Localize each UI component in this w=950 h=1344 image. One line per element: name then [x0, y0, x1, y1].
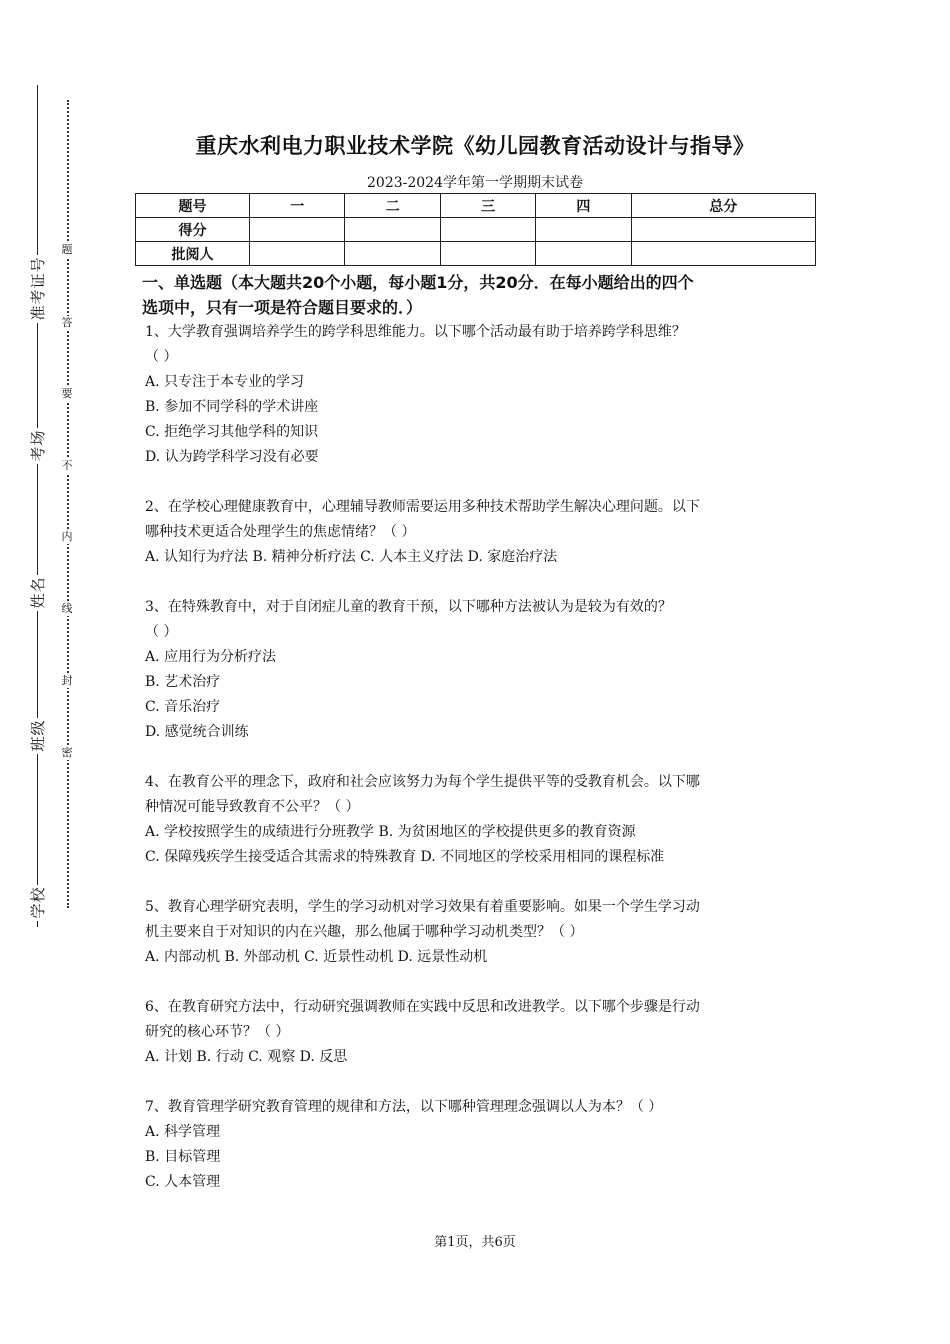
seal-word: 密 [61, 746, 73, 759]
question-stem: 研究的核心环节？（ ） [145, 1024, 290, 1040]
question-stem: 4、在教育公平的理念下，政府和社会应该努力为每个学生提供平等的受教育机会。以下哪 [145, 774, 700, 790]
question-stem: 1、大学教育强调培养学生的跨学科思维能力。以下哪个活动最有助于培养跨学科思维？ [145, 324, 686, 340]
column-header: 总分 [631, 194, 815, 218]
options-line: A. 内部动机 B. 外部动机 C. 近景性动机 D. 远景性动机 [145, 949, 488, 965]
score-cell [345, 218, 440, 242]
option-b: B. 目标管理 [145, 1149, 221, 1165]
score-table-header-row [136, 194, 816, 218]
score-cell [250, 218, 345, 242]
option-b: B. 艺术治疗 [145, 674, 221, 690]
option-c: C. 拒绝学习其他学科的知识 [145, 424, 319, 440]
reviewer-cell [440, 242, 535, 266]
column-header: 题号 [136, 194, 250, 218]
row-header: 得分 [136, 218, 250, 242]
row-header: 批阅人 [136, 242, 250, 266]
column-header: 二 [345, 194, 440, 218]
seal-word: 答 [61, 316, 73, 329]
seal-word: 封 [61, 674, 73, 687]
score-cell [536, 218, 631, 242]
question-stem: （ ） [145, 624, 178, 640]
question-5 [145, 895, 815, 970]
options-line: A. 认知行为疗法 B. 精神分析疗法 C. 人本主义疗法 D. 家庭治疗法 [145, 549, 558, 565]
options-line: A. 计划 B. 行动 C. 观察 D. 反思 [145, 1049, 348, 1065]
options-line: C. 保障残疾学生接受适合其需求的特殊教育 D. 不同地区的学校采用相同的课程标准 [145, 849, 665, 865]
section-heading-line: 选项中，只有一项是符合题目要求的．） [142, 298, 423, 317]
reviewer-cell [345, 242, 440, 266]
option-b: B. 参加不同学科的学术讲座 [145, 399, 319, 415]
score-cell [631, 218, 815, 242]
question-7 [145, 1095, 815, 1195]
column-header: 三 [440, 194, 535, 218]
column-header: 四 [536, 194, 631, 218]
seal-word: 要 [61, 387, 73, 400]
option-c: C. 音乐治疗 [145, 699, 221, 715]
column-header: 一 [250, 194, 345, 218]
score-table [135, 193, 816, 266]
option-a: A. 应用行为分析疗法 [145, 649, 277, 665]
admission-number-label: 号 证 考 准 [22, 255, 54, 323]
section-heading [142, 270, 815, 320]
reviewer-cell [250, 242, 345, 266]
question-stem: （ ） [145, 349, 178, 365]
question-2 [145, 495, 815, 570]
section-heading-line: 一、单选题（本大题共20个小题，每小题1分，共20分．在每小题给出的四个 [142, 273, 694, 292]
option-d: D. 认为跨学科学习没有必要 [145, 449, 319, 465]
binding-line [37, 85, 38, 927]
name-label: 名 姓 [22, 575, 54, 611]
seal-word: 题 [61, 243, 73, 256]
school-label: 校 学 [22, 885, 54, 921]
question-6 [145, 995, 815, 1070]
question-stem: 3、在特殊教育中，对于自闭症儿童的教育干预，以下哪种方法被认为是较为有效的？ [145, 599, 672, 615]
question-4 [145, 770, 815, 870]
score-row [136, 218, 816, 242]
exam-title: 重庆水利电力职业技术学院《幼儿园教育活动设计与指导》 [195, 134, 755, 158]
exam-subtitle: 2023-2024学年第一学期期末试卷 [367, 175, 583, 191]
options-line: A. 学校按照学生的成绩进行分班教学 B. 为贫困地区的学校提供更多的教育资源 [145, 824, 636, 840]
reviewer-row [136, 242, 816, 266]
score-cell [440, 218, 535, 242]
seal-word: 内 [61, 530, 73, 543]
option-a: A. 只专注于本专业的学习 [145, 374, 305, 390]
question-stem: 7、教育管理学研究教育管理的规律和方法，以下哪种管理理念强调以人为本？（ ） [145, 1099, 663, 1115]
reviewer-cell [536, 242, 631, 266]
option-d: D. 感觉统合训练 [145, 724, 249, 740]
question-stem: 6、在教育研究方法中，行动研究强调教师在实践中反思和改进教学。以下哪个步骤是行动 [145, 999, 700, 1015]
question-stem: 种情况可能导致教育不公平？（ ） [145, 799, 360, 815]
question-3 [145, 595, 815, 745]
question-1 [145, 320, 815, 470]
seal-dotted-line [67, 100, 69, 908]
class-label: 级 班 [22, 718, 54, 754]
exam-content [142, 270, 815, 1195]
seal-word: 不 [61, 459, 73, 472]
option-c: C. 人本管理 [145, 1174, 221, 1190]
page-footer: 第1页，共6页 [434, 1235, 516, 1250]
seal-word: 线 [61, 602, 73, 615]
exam-room-label: 场 考 [22, 428, 54, 464]
option-a: A. 科学管理 [145, 1124, 221, 1140]
question-stem: 5、教育心理学研究表明，学生的学习动机对学习效果有着重要影响。如果一个学生学习动 [145, 899, 700, 915]
question-stem: 2、在学校心理健康教育中，心理辅导教师需要运用多种技术帮助学生解决心理问题。以下 [145, 499, 700, 515]
question-stem: 哪种技术更适合处理学生的焦虑情绪？（ ） [145, 524, 416, 540]
reviewer-cell [631, 242, 815, 266]
question-stem: 机主要来自于对知识的内在兴趣，那么他属于哪种学习动机类型？（ ） [145, 924, 584, 940]
